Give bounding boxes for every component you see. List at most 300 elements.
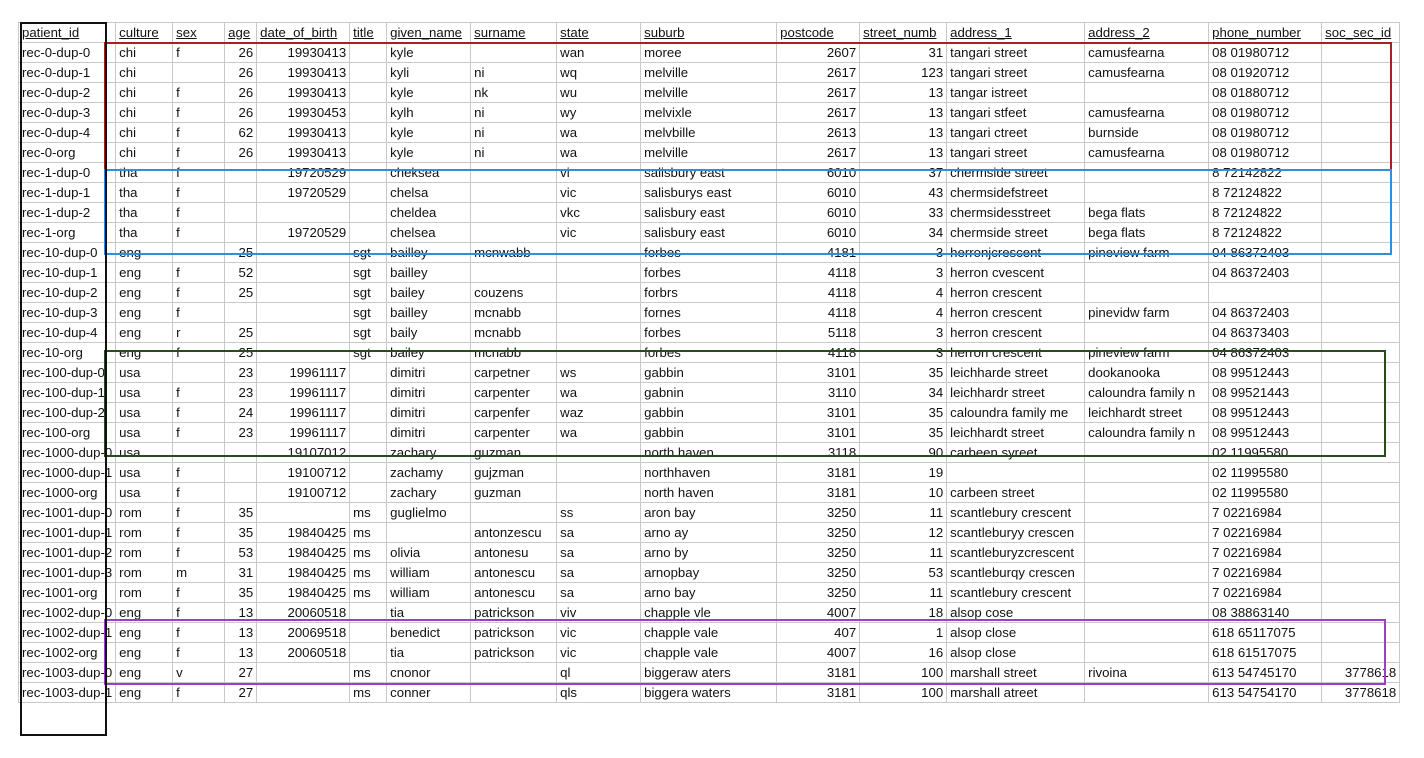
cell-state[interactable]: sa [557,523,641,543]
cell-address-2[interactable]: burnside [1085,123,1209,143]
cell-street-numb[interactable]: 43 [860,183,947,203]
cell-surname[interactable]: ni [471,123,557,143]
cell-street-numb[interactable]: 13 [860,123,947,143]
cell-postcode[interactable]: 2617 [777,143,860,163]
cell-culture[interactable]: rom [116,523,173,543]
cell-postcode[interactable]: 3118 [777,443,860,463]
cell-culture[interactable]: chi [116,83,173,103]
cell-soc-sec-id[interactable] [1322,143,1400,163]
cell-date-of-birth[interactable] [257,243,350,263]
cell-address-1[interactable]: chermside street [947,223,1085,243]
cell-surname[interactable] [471,163,557,183]
cell-culture[interactable]: eng [116,603,173,623]
cell-postcode[interactable]: 2607 [777,43,860,63]
cell-street-numb[interactable]: 100 [860,683,947,703]
cell-title[interactable] [350,443,387,463]
cell-suburb[interactable]: forbrs [641,283,777,303]
cell-title[interactable] [350,363,387,383]
cell-patient-id[interactable]: rec-1-dup-0 [19,163,116,183]
cell-state[interactable]: sa [557,583,641,603]
cell-postcode[interactable]: 3250 [777,543,860,563]
cell-address-2[interactable]: camusfearna [1085,103,1209,123]
cell-postcode[interactable]: 2617 [777,103,860,123]
cell-phone-number[interactable]: 04 86372403 [1209,303,1322,323]
cell-date-of-birth[interactable] [257,263,350,283]
cell-state[interactable] [557,323,641,343]
cell-sex[interactable]: f [173,103,225,123]
cell-suburb[interactable]: gabbin [641,423,777,443]
cell-postcode[interactable]: 3250 [777,583,860,603]
cell-given-name[interactable]: cnonor [387,663,471,683]
cell-culture[interactable]: eng [116,303,173,323]
cell-date-of-birth[interactable] [257,303,350,323]
cell-address-1[interactable]: herron crescent [947,303,1085,323]
cell-age[interactable] [225,303,257,323]
cell-given-name[interactable]: dimitri [387,383,471,403]
cell-culture[interactable]: chi [116,43,173,63]
cell-sex[interactable]: m [173,563,225,583]
cell-age[interactable]: 13 [225,623,257,643]
cell-title[interactable]: sgt [350,263,387,283]
cell-patient-id[interactable]: rec-1001-dup-2 [19,543,116,563]
cell-date-of-birth[interactable]: 19100712 [257,463,350,483]
cell-state[interactable]: vkc [557,203,641,223]
cell-culture[interactable]: eng [116,323,173,343]
cell-postcode[interactable]: 4118 [777,303,860,323]
column-header-title[interactable] [350,23,387,43]
cell-suburb[interactable]: forbes [641,323,777,343]
cell-suburb[interactable]: forbes [641,263,777,283]
cell-title[interactable] [350,423,387,443]
cell-date-of-birth[interactable] [257,683,350,703]
cell-suburb[interactable]: melville [641,63,777,83]
cell-street-numb[interactable]: 16 [860,643,947,663]
cell-street-numb[interactable]: 13 [860,143,947,163]
cell-phone-number[interactable]: 8 72142822 [1209,163,1322,183]
cell-postcode[interactable]: 6010 [777,183,860,203]
cell-age[interactable]: 26 [225,43,257,63]
cell-street-numb[interactable]: 4 [860,303,947,323]
cell-date-of-birth[interactable]: 19930413 [257,63,350,83]
cell-suburb[interactable]: salisburys east [641,183,777,203]
cell-title[interactable] [350,383,387,403]
cell-surname[interactable] [471,683,557,703]
cell-address-2[interactable] [1085,443,1209,463]
cell-street-numb[interactable]: 34 [860,223,947,243]
cell-title[interactable]: sgt [350,343,387,363]
cell-surname[interactable]: antonesu [471,543,557,563]
column-header-patient-id[interactable] [19,23,116,43]
cell-culture[interactable]: rom [116,583,173,603]
cell-address-1[interactable]: herron crescent [947,283,1085,303]
cell-phone-number[interactable]: 8 72124822 [1209,223,1322,243]
cell-address-2[interactable]: pineview farm [1085,243,1209,263]
cell-soc-sec-id[interactable] [1322,583,1400,603]
cell-given-name[interactable]: olivia [387,543,471,563]
column-header-postcode[interactable] [777,23,860,43]
cell-street-numb[interactable]: 100 [860,663,947,683]
cell-street-numb[interactable]: 123 [860,63,947,83]
column-header-date-of-birth[interactable] [257,23,350,43]
cell-title[interactable] [350,103,387,123]
cell-address-1[interactable]: leichharde street [947,363,1085,383]
cell-age[interactable]: 25 [225,243,257,263]
cell-state[interactable]: wa [557,123,641,143]
cell-phone-number[interactable]: 08 99512443 [1209,403,1322,423]
cell-soc-sec-id[interactable] [1322,323,1400,343]
cell-street-numb[interactable]: 37 [860,163,947,183]
cell-postcode[interactable]: 3101 [777,423,860,443]
cell-soc-sec-id[interactable]: 3778618 [1322,683,1400,703]
column-header-suburb[interactable] [641,23,777,43]
cell-given-name[interactable]: kylh [387,103,471,123]
cell-surname[interactable]: patrickson [471,623,557,643]
cell-given-name[interactable]: william [387,563,471,583]
cell-title[interactable] [350,83,387,103]
cell-state[interactable]: ql [557,663,641,683]
cell-age[interactable]: 25 [225,323,257,343]
cell-state[interactable] [557,263,641,283]
cell-title[interactable]: sgt [350,303,387,323]
cell-street-numb[interactable]: 11 [860,583,947,603]
cell-suburb[interactable]: biggera waters [641,683,777,703]
cell-title[interactable] [350,43,387,63]
cell-sex[interactable]: f [173,223,225,243]
cell-address-1[interactable]: tangari stfeet [947,103,1085,123]
cell-culture[interactable]: eng [116,663,173,683]
cell-given-name[interactable]: zachamy [387,463,471,483]
cell-sex[interactable] [173,443,225,463]
cell-phone-number[interactable]: 02 11995580 [1209,483,1322,503]
cell-suburb[interactable]: melvbille [641,123,777,143]
cell-sex[interactable]: f [173,143,225,163]
cell-title[interactable] [350,63,387,83]
cell-soc-sec-id[interactable] [1322,603,1400,623]
cell-given-name[interactable]: chelsa [387,183,471,203]
cell-culture[interactable]: eng [116,243,173,263]
cell-suburb[interactable]: salisbury east [641,203,777,223]
cell-date-of-birth[interactable]: 19840425 [257,523,350,543]
cell-given-name[interactable]: kyle [387,123,471,143]
cell-phone-number[interactable]: 08 99521443 [1209,383,1322,403]
cell-patient-id[interactable]: rec-10-dup-3 [19,303,116,323]
cell-date-of-birth[interactable] [257,283,350,303]
cell-sex[interactable]: f [173,623,225,643]
cell-soc-sec-id[interactable] [1322,363,1400,383]
cell-suburb[interactable]: north haven [641,443,777,463]
cell-phone-number[interactable]: 08 38863140 [1209,603,1322,623]
cell-phone-number[interactable]: 02 11995580 [1209,463,1322,483]
cell-soc-sec-id[interactable] [1322,163,1400,183]
cell-address-1[interactable]: leichhardt street [947,423,1085,443]
cell-postcode[interactable]: 3101 [777,403,860,423]
cell-given-name[interactable]: kyle [387,43,471,63]
cell-date-of-birth[interactable]: 20069518 [257,623,350,643]
cell-phone-number[interactable]: 8 72124822 [1209,183,1322,203]
cell-street-numb[interactable]: 35 [860,363,947,383]
cell-address-2[interactable]: caloundra family n [1085,423,1209,443]
cell-sex[interactable]: f [173,303,225,323]
cell-suburb[interactable]: chapple vale [641,643,777,663]
cell-culture[interactable]: rom [116,503,173,523]
cell-address-1[interactable]: herron crescent [947,343,1085,363]
cell-patient-id[interactable]: rec-1003-dup-0 [19,663,116,683]
cell-address-1[interactable]: caloundra family me [947,403,1085,423]
cell-soc-sec-id[interactable] [1322,63,1400,83]
cell-sex[interactable]: f [173,283,225,303]
cell-state[interactable] [557,283,641,303]
cell-given-name[interactable]: bailey [387,343,471,363]
cell-age[interactable]: 62 [225,123,257,143]
cell-patient-id[interactable]: rec-100-dup-2 [19,403,116,423]
cell-street-numb[interactable]: 11 [860,543,947,563]
cell-address-1[interactable]: herron cvescent [947,263,1085,283]
cell-age[interactable] [225,163,257,183]
cell-soc-sec-id[interactable] [1322,623,1400,643]
cell-postcode[interactable]: 4007 [777,643,860,663]
column-header-age[interactable] [225,23,257,43]
cell-surname[interactable] [471,183,557,203]
cell-phone-number[interactable]: 7 02216984 [1209,583,1322,603]
cell-address-2[interactable] [1085,183,1209,203]
cell-state[interactable]: wa [557,383,641,403]
cell-address-1[interactable]: chermside street [947,163,1085,183]
cell-date-of-birth[interactable]: 20060518 [257,603,350,623]
cell-address-2[interactable]: camusfearna [1085,143,1209,163]
column-header-address-1[interactable] [947,23,1085,43]
cell-postcode[interactable]: 3181 [777,463,860,483]
cell-street-numb[interactable]: 3 [860,343,947,363]
cell-soc-sec-id[interactable] [1322,643,1400,663]
cell-date-of-birth[interactable]: 19930413 [257,43,350,63]
cell-address-1[interactable]: chermsidefstreet [947,183,1085,203]
cell-surname[interactable]: carpenfer [471,403,557,423]
cell-culture[interactable]: usa [116,423,173,443]
cell-address-1[interactable]: alsop cose [947,603,1085,623]
cell-postcode[interactable]: 3250 [777,563,860,583]
cell-date-of-birth[interactable] [257,343,350,363]
cell-sex[interactable]: f [173,543,225,563]
cell-date-of-birth[interactable]: 19100712 [257,483,350,503]
cell-phone-number[interactable] [1209,283,1322,303]
cell-address-2[interactable]: pineview farm [1085,343,1209,363]
cell-culture[interactable]: eng [116,283,173,303]
cell-address-1[interactable]: scantleburyy crescen [947,523,1085,543]
cell-soc-sec-id[interactable] [1322,443,1400,463]
cell-street-numb[interactable]: 3 [860,263,947,283]
cell-date-of-birth[interactable]: 19961117 [257,363,350,383]
cell-sex[interactable]: f [173,343,225,363]
cell-street-numb[interactable]: 3 [860,323,947,343]
cell-date-of-birth[interactable] [257,203,350,223]
cell-age[interactable]: 13 [225,643,257,663]
cell-soc-sec-id[interactable] [1322,343,1400,363]
cell-suburb[interactable]: fornes [641,303,777,323]
cell-state[interactable]: vic [557,223,641,243]
cell-surname[interactable] [471,43,557,63]
cell-culture[interactable]: tha [116,183,173,203]
cell-state[interactable]: wu [557,83,641,103]
cell-patient-id[interactable]: rec-100-org [19,423,116,443]
cell-suburb[interactable]: forbes [641,343,777,363]
cell-state[interactable]: viv [557,603,641,623]
cell-surname[interactable]: ni [471,103,557,123]
cell-title[interactable]: ms [350,583,387,603]
cell-phone-number[interactable]: 04 86372403 [1209,243,1322,263]
cell-state[interactable]: vic [557,623,641,643]
cell-sex[interactable]: f [173,423,225,443]
cell-patient-id[interactable]: rec-1003-dup-1 [19,683,116,703]
cell-culture[interactable]: usa [116,383,173,403]
cell-suburb[interactable]: moree [641,43,777,63]
cell-age[interactable]: 27 [225,663,257,683]
cell-address-1[interactable]: tangar istreet [947,83,1085,103]
cell-address-2[interactable] [1085,623,1209,643]
cell-sex[interactable] [173,63,225,83]
cell-surname[interactable]: couzens [471,283,557,303]
cell-state[interactable]: sa [557,563,641,583]
cell-culture[interactable]: tha [116,223,173,243]
cell-given-name[interactable]: tia [387,603,471,623]
cell-phone-number[interactable]: 08 01980712 [1209,103,1322,123]
cell-postcode[interactable]: 3181 [777,663,860,683]
cell-culture[interactable]: tha [116,203,173,223]
cell-patient-id[interactable]: rec-1001-dup-1 [19,523,116,543]
cell-date-of-birth[interactable]: 19720529 [257,163,350,183]
cell-given-name[interactable]: william [387,583,471,603]
cell-street-numb[interactable]: 4 [860,283,947,303]
cell-postcode[interactable]: 3181 [777,683,860,703]
cell-surname[interactable] [471,223,557,243]
cell-patient-id[interactable]: rec-1000-org [19,483,116,503]
cell-culture[interactable]: eng [116,263,173,283]
cell-suburb[interactable]: melville [641,83,777,103]
cell-postcode[interactable]: 4118 [777,343,860,363]
cell-sex[interactable]: f [173,383,225,403]
cell-phone-number[interactable]: 08 01980712 [1209,123,1322,143]
cell-soc-sec-id[interactable] [1322,303,1400,323]
cell-street-numb[interactable]: 1 [860,623,947,643]
cell-age[interactable] [225,463,257,483]
cell-address-1[interactable]: alsop close [947,643,1085,663]
cell-age[interactable]: 23 [225,383,257,403]
cell-address-1[interactable]: tangari ctreet [947,123,1085,143]
cell-given-name[interactable]: bailley [387,243,471,263]
cell-state[interactable]: wa [557,143,641,163]
cell-title[interactable]: ms [350,503,387,523]
cell-age[interactable]: 53 [225,543,257,563]
cell-given-name[interactable]: zachary [387,483,471,503]
cell-given-name[interactable]: kyli [387,63,471,83]
cell-culture[interactable]: chi [116,63,173,83]
cell-patient-id[interactable]: rec-10-dup-2 [19,283,116,303]
cell-postcode[interactable]: 3250 [777,523,860,543]
cell-phone-number[interactable]: 08 01880712 [1209,83,1322,103]
cell-address-1[interactable]: leichhardr street [947,383,1085,403]
cell-age[interactable]: 52 [225,263,257,283]
cell-phone-number[interactable]: 8 72124822 [1209,203,1322,223]
cell-date-of-birth[interactable] [257,323,350,343]
cell-patient-id[interactable]: rec-0-dup-4 [19,123,116,143]
cell-soc-sec-id[interactable] [1322,523,1400,543]
cell-culture[interactable]: rom [116,563,173,583]
cell-address-2[interactable] [1085,523,1209,543]
cell-patient-id[interactable]: rec-100-dup-1 [19,383,116,403]
cell-suburb[interactable]: arnopbay [641,563,777,583]
cell-sex[interactable]: f [173,43,225,63]
cell-given-name[interactable]: dimitri [387,423,471,443]
cell-phone-number[interactable]: 04 86372403 [1209,343,1322,363]
cell-title[interactable] [350,623,387,643]
cell-patient-id[interactable]: rec-10-dup-4 [19,323,116,343]
cell-given-name[interactable]: bailley [387,303,471,323]
cell-phone-number[interactable]: 08 01920712 [1209,63,1322,83]
cell-surname[interactable]: carpenter [471,423,557,443]
cell-phone-number[interactable]: 7 02216984 [1209,523,1322,543]
cell-soc-sec-id[interactable] [1322,283,1400,303]
cell-soc-sec-id[interactable] [1322,83,1400,103]
cell-date-of-birth[interactable]: 19840425 [257,543,350,563]
cell-age[interactable]: 26 [225,83,257,103]
cell-title[interactable]: sgt [350,243,387,263]
cell-given-name[interactable]: conner [387,683,471,703]
cell-culture[interactable]: chi [116,143,173,163]
cell-state[interactable]: wa [557,423,641,443]
cell-surname[interactable]: antonescu [471,563,557,583]
cell-soc-sec-id[interactable] [1322,403,1400,423]
cell-state[interactable] [557,343,641,363]
cell-culture[interactable]: usa [116,443,173,463]
cell-title[interactable] [350,203,387,223]
cell-postcode[interactable]: 3181 [777,483,860,503]
cell-suburb[interactable]: chapple vle [641,603,777,623]
cell-address-1[interactable]: herronjcrescent [947,243,1085,263]
cell-given-name[interactable]: bailley [387,263,471,283]
cell-state[interactable]: wan [557,43,641,63]
cell-sex[interactable]: f [173,163,225,183]
cell-patient-id[interactable]: rec-1000-dup-1 [19,463,116,483]
cell-age[interactable] [225,443,257,463]
column-header-culture[interactable] [116,23,173,43]
cell-date-of-birth[interactable]: 19107012 [257,443,350,463]
cell-surname[interactable]: ni [471,143,557,163]
cell-address-1[interactable]: carbeen syreet [947,443,1085,463]
cell-state[interactable]: ws [557,363,641,383]
cell-date-of-birth[interactable]: 19961117 [257,383,350,403]
cell-given-name[interactable]: chelsea [387,223,471,243]
cell-title[interactable]: ms [350,543,387,563]
cell-sex[interactable]: f [173,523,225,543]
cell-suburb[interactable]: biggeraw aters [641,663,777,683]
cell-title[interactable]: ms [350,663,387,683]
cell-suburb[interactable]: melville [641,143,777,163]
cell-age[interactable]: 26 [225,143,257,163]
cell-address-1[interactable]: carbeen street [947,483,1085,503]
cell-patient-id[interactable]: rec-1002-org [19,643,116,663]
cell-surname[interactable]: carpenter [471,383,557,403]
cell-surname[interactable]: patrickson [471,643,557,663]
cell-street-numb[interactable]: 10 [860,483,947,503]
cell-soc-sec-id[interactable]: 3778618 [1322,663,1400,683]
cell-state[interactable]: sa [557,543,641,563]
cell-phone-number[interactable]: 613 54754170 [1209,683,1322,703]
cell-title[interactable] [350,463,387,483]
cell-sex[interactable]: f [173,83,225,103]
cell-address-2[interactable] [1085,563,1209,583]
cell-soc-sec-id[interactable] [1322,203,1400,223]
cell-culture[interactable]: eng [116,623,173,643]
cell-state[interactable] [557,483,641,503]
